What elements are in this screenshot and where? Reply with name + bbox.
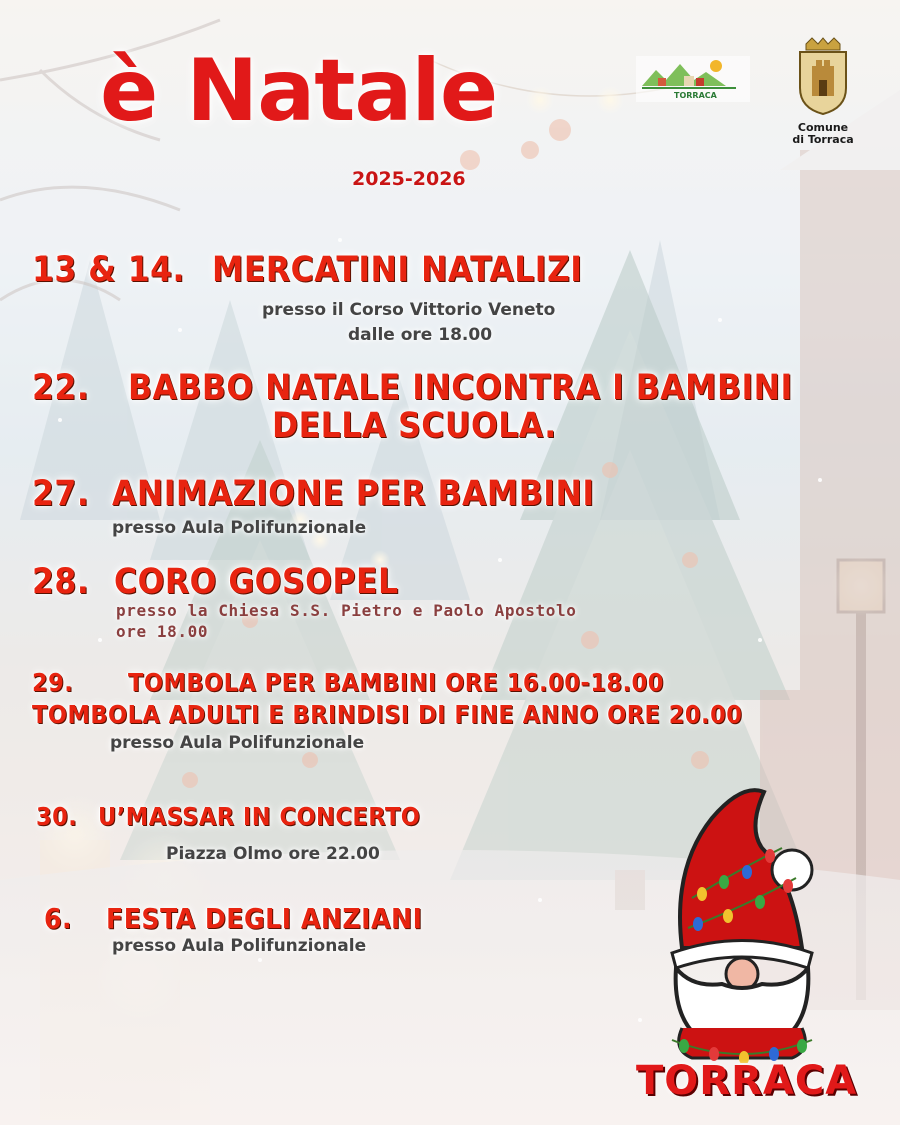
comune-crest-icon (792, 36, 854, 116)
event-1-detail-2: dalle ore 18.00 (348, 325, 493, 345)
event-5-title: TOMBOLA PER BAMBINI ORE 16.00-18.00 (128, 668, 664, 697)
event-6-detail-1: Piazza Olmo ore 22.00 (166, 844, 380, 864)
event-4-date: 28. (32, 562, 90, 602)
event-6-date: 30. (36, 802, 78, 831)
logo-text: TORRACA (674, 91, 717, 100)
christmas-gnome-illustration (652, 778, 832, 1063)
poster-title: è Natale (100, 41, 498, 141)
event-4-title: CORO GOSOPEL (114, 562, 399, 602)
event-6-title: U’MASSAR IN CONCERTO (98, 802, 421, 831)
event-3-heading (32, 474, 595, 514)
town-name: TORRACA (636, 1058, 858, 1104)
event-1-title: MERCATINI NATALIZI (212, 250, 583, 290)
event-7-heading (44, 902, 422, 935)
event-5-detail-1: presso Aula Polifunzionale (110, 733, 365, 753)
comune-line-1: Comune (797, 121, 849, 134)
event-1-date: 13 & 14. (32, 250, 185, 290)
event-2-heading (32, 368, 793, 408)
event-4-detail-2: ore 18.00 (116, 622, 209, 641)
event-2-title-line-2: DELLA SCUOLA. (272, 406, 557, 446)
torraca-logo (636, 56, 750, 102)
season-years: 2025-2026 (352, 168, 466, 190)
event-2-title: BABBO NATALE INCONTRA I BAMBINI (128, 368, 793, 408)
comune-label (780, 122, 866, 146)
event-6-heading (36, 802, 420, 831)
event-4-detail-1: presso la Chiesa S.S. Pietro e Paolo Apostolo (116, 601, 577, 620)
comune-line-2: di Torraca (792, 133, 854, 146)
event-5-title-line-2: TOMBOLA ADULTI E BRINDISI DI FINE ANNO ORE 20.00 (32, 700, 743, 729)
event-7-title: FESTA DEGLI ANZIANI (106, 902, 423, 935)
event-7-detail-1: presso Aula Polifunzionale (112, 936, 367, 956)
event-1-detail-1: presso il Corso Vittorio Veneto (262, 300, 556, 320)
event-4-heading (32, 562, 399, 602)
event-2-date: 22. (32, 368, 90, 408)
event-5-heading (32, 668, 664, 697)
event-3-date: 27. (32, 474, 90, 514)
event-5-date: 29. (32, 668, 74, 697)
event-1-heading (32, 250, 583, 290)
event-3-detail-1: presso Aula Polifunzionale (112, 518, 367, 538)
event-3-title: ANIMAZIONE PER BAMBINI (112, 474, 595, 514)
event-7-date: 6. (44, 902, 73, 935)
